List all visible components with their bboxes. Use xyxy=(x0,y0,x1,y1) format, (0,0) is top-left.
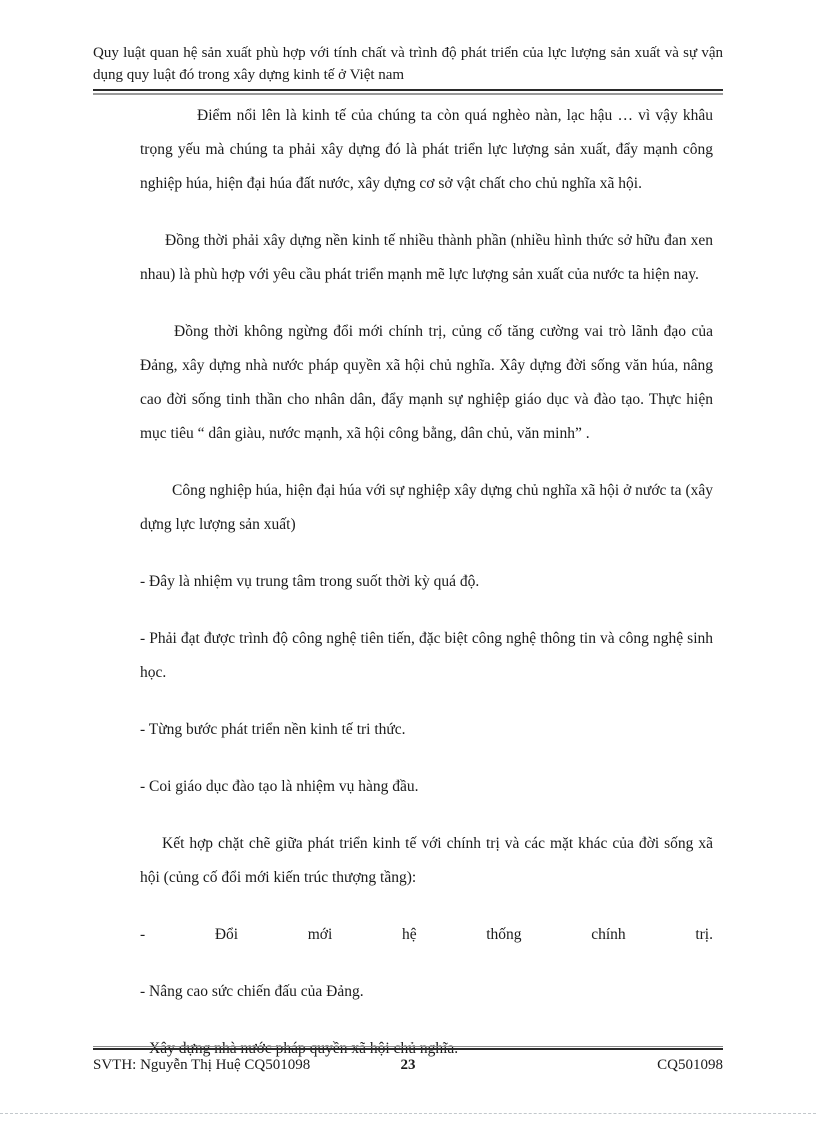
justified-word: mới xyxy=(307,926,333,943)
paragraph: Công nghiệp húa, hiện đại húa với sự nghiệp xây dựng chủ nghĩa xã hội ở nước ta (xây dựng lực lượng sản xuất) xyxy=(140,482,713,533)
bottom-dotted-line xyxy=(0,1113,816,1114)
bullet-item: - Coi giáo dục đào tạo là nhiệm vụ hàng đầu. xyxy=(140,778,419,795)
justified-word: trị. xyxy=(695,926,713,943)
bullet-item: - Nâng cao sức chiến đấu của Đảng. xyxy=(140,983,364,1000)
document-body xyxy=(140,99,713,1066)
footer-student-id: CQ501098 xyxy=(657,1057,723,1073)
footer-page-number: 23 xyxy=(400,1057,416,1073)
justified-word: - xyxy=(140,926,146,943)
bullet-item: - Từng bước phát triển nền kinh tế tri thức. xyxy=(140,721,406,738)
justified-word: thống xyxy=(486,926,522,943)
justified-word: hệ xyxy=(401,926,417,943)
bullet-item: - Xây dựng nhà nước pháp quyền xã hội chủ nghĩa. xyxy=(140,1040,459,1057)
justified-word: Đổi xyxy=(214,926,239,943)
page-header xyxy=(93,42,723,95)
force-justified-line xyxy=(140,918,713,952)
footer-author: SVTH: Nguyễn Thị Huệ CQ501098 xyxy=(93,1057,311,1073)
bullet-item: - Phải đạt được trình độ công nghệ tiên tiến, đặc biệt công nghệ thông tin và công nghệ sinh học. xyxy=(140,630,713,681)
footer-rule xyxy=(93,1048,723,1075)
page-footer xyxy=(93,1046,723,1075)
paragraph: Đồng thời phải xây dựng nền kinh tế nhiều thành phần (nhiều hình thức sở hữu đan xen nhau) là phù hợp với yêu cầu phát triển mạnh mẽ lực lượng sản xuất của nước ta hiện nay. xyxy=(140,232,713,283)
justified-word: chính xyxy=(591,926,626,943)
paragraph: Kết hợp chặt chẽ giữa phát triển kinh tế với chính trị và các mặt khác của đời sống xã hội (củng cố đổi mới kiến trúc thượng tầng): xyxy=(140,835,713,886)
header-rule xyxy=(93,89,723,95)
paragraph: Đồng thời không ngừng đổi mới chính trị, củng cố tăng cường vai trò lãnh đạo của Đảng, xây dựng nhà nước pháp quyền xã hội chủ nghĩa. Xây dựng đời sống văn húa, nâng cao đời sống tinh thần cho nhân dân, đẩy mạnh sự nghiệp giáo dục và đào tạo. Thực hiện mục tiêu “ dân giàu, nước mạnh, xã hội công bằng, dân chủ, văn minh” . xyxy=(140,323,713,442)
bullet-item: - Đây là nhiệm vụ trung tâm trong suốt thời kỳ quá độ. xyxy=(140,573,480,590)
paragraph: Điểm nổi lên là kinh tế của chúng ta còn quá nghèo nàn, lạc hậu … vì vậy khâu trọng yếu mà chúng ta phải xây dựng đó là phát triển lực lượng sản xuất, đẩy mạnh công nghiệp húa, hiện đại húa đất nước, xây dựng cơ sở vật chất cho chủ nghĩa xã hội. xyxy=(140,107,713,192)
header-title: Quy luật quan hệ sản xuất phù hợp với tính chất và trình độ phát triển của lực lượng sản xuất và sự vận dụng quy luật đó trong xây dựng kinh tế ở Việt nam xyxy=(93,45,723,83)
